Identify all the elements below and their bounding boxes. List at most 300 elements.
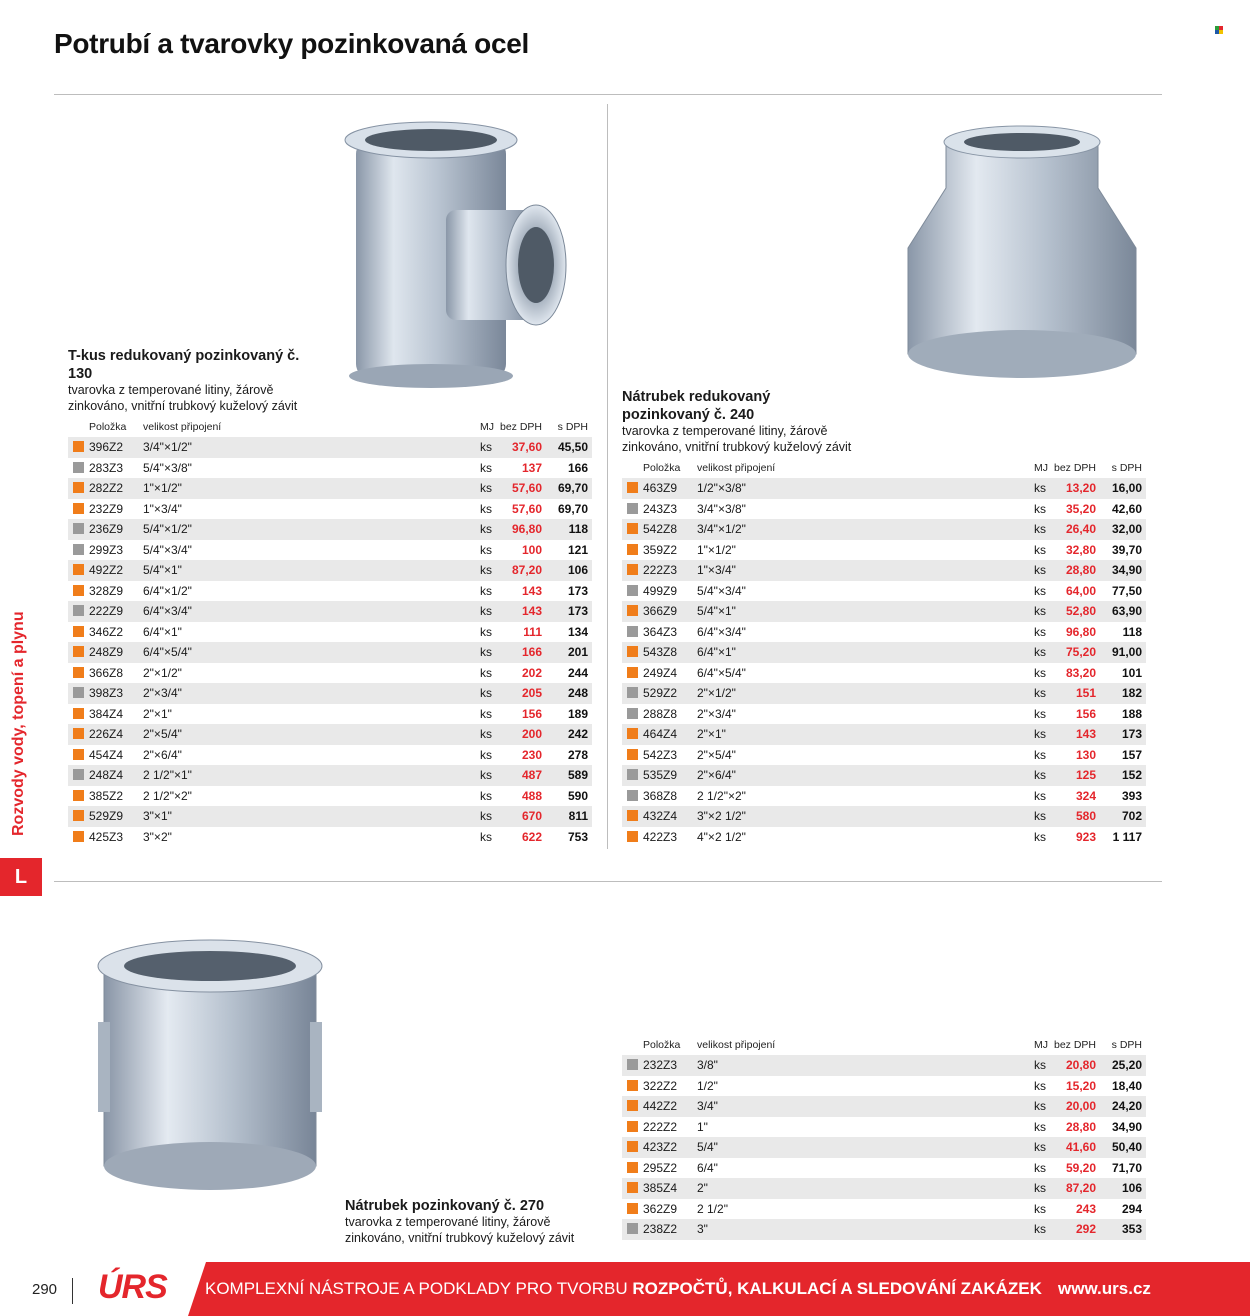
price-gross: 189 [567, 706, 588, 721]
col-item: Položka [643, 462, 681, 474]
unit: ks [480, 440, 492, 454]
connection-size: 3" [697, 1222, 708, 1236]
footer-tagline [205, 1279, 1042, 1299]
availability-marker [73, 769, 84, 780]
connection-size: 2"×6/4" [697, 768, 736, 782]
availability-marker [73, 646, 84, 657]
availability-marker [627, 1182, 638, 1193]
col-net: bez DPH [499, 421, 542, 433]
unit: ks [1034, 542, 1046, 557]
price-gross: 24,20 [1111, 1099, 1142, 1113]
table-row [622, 601, 1146, 622]
item-code: 232Z9 [89, 501, 124, 516]
unit: ks [1034, 1119, 1046, 1134]
price-net: 52,80 [1065, 604, 1096, 618]
price-gross: 248 [567, 686, 588, 700]
item-code: 359Z2 [643, 542, 678, 557]
product-table-tee [68, 417, 592, 847]
price-net: 156 [521, 706, 542, 721]
price-net: 230 [521, 747, 542, 762]
unit: ks [480, 665, 492, 680]
connection-size: 2"×1/2" [143, 665, 182, 680]
table-row [622, 478, 1146, 499]
price-gross: 811 [568, 809, 588, 823]
table-row [622, 704, 1146, 725]
availability-marker [73, 585, 84, 596]
table-rows [622, 1055, 1146, 1240]
availability-marker [627, 749, 638, 760]
availability-marker [627, 523, 638, 534]
price-net: 488 [521, 788, 542, 803]
price-gross: 118 [1122, 624, 1142, 639]
price-net: 205 [521, 686, 542, 700]
availability-marker [73, 667, 84, 678]
item-code: 295Z2 [643, 1160, 678, 1175]
unit: ks [480, 583, 492, 598]
item-code: 249Z4 [643, 665, 678, 680]
table-row [68, 519, 592, 540]
connection-size: 2"×3/4" [143, 686, 182, 700]
availability-marker [73, 605, 84, 616]
price-net: 26,40 [1065, 522, 1096, 536]
table-row [622, 683, 1146, 704]
price-gross: 69,70 [557, 481, 588, 495]
unit: ks [1034, 768, 1046, 782]
price-gross: 201 [567, 645, 588, 659]
col-size: velikost připojení [697, 462, 776, 474]
item-code: 364Z3 [643, 624, 678, 639]
connection-size: 6/4"×1" [143, 624, 182, 639]
brand-logo: ÚRS [98, 1268, 167, 1306]
connection-size: 6/4" [697, 1160, 718, 1175]
price-net: 125 [1075, 768, 1096, 782]
table-row [68, 663, 592, 684]
unit: ks [1034, 665, 1046, 680]
unit: ks [1034, 645, 1046, 659]
unit: ks [480, 829, 492, 844]
unit: ks [480, 542, 492, 557]
price-gross: 25,20 [1111, 1058, 1142, 1072]
unit: ks [480, 645, 492, 659]
price-net: 83,20 [1065, 665, 1096, 680]
unit: ks [1034, 1078, 1046, 1093]
availability-marker [627, 544, 638, 555]
unit: ks [480, 686, 492, 700]
unit: ks [480, 460, 492, 475]
unit: ks [1034, 788, 1046, 803]
connection-size: 2"×3/4" [697, 706, 736, 721]
unit: ks [480, 563, 492, 577]
item-code: 425Z3 [89, 829, 124, 844]
unit: ks [1034, 1222, 1046, 1236]
item-code: 385Z2 [89, 788, 124, 803]
availability-marker [627, 1223, 638, 1234]
table-row [622, 560, 1146, 581]
price-net: 622 [521, 829, 542, 844]
connection-size: 1"×3/4" [697, 563, 736, 577]
unit: ks [1034, 481, 1046, 495]
price-net: 143 [521, 604, 542, 618]
connection-size: 6/4"×5/4" [697, 665, 746, 680]
connection-size: 1"×3/4" [143, 501, 182, 516]
price-net: 151 [1075, 686, 1096, 700]
item-code: 222Z9 [89, 604, 124, 618]
item-code: 422Z3 [643, 829, 678, 844]
availability-marker [73, 831, 84, 842]
price-gross: 34,90 [1111, 1119, 1142, 1134]
table-row [622, 663, 1146, 684]
section-reducing-socket-description: tvarovka z temperované litiny, žárově zinkováno, vnitřní trubkový kuželový závit [622, 424, 852, 454]
product-table-reducing-socket [622, 458, 1146, 847]
price-gross: 45,50 [557, 440, 588, 454]
availability-marker [627, 810, 638, 821]
table-rows [68, 437, 592, 847]
item-code: 283Z3 [89, 460, 124, 475]
table-header [622, 1035, 1146, 1055]
unit: ks [480, 522, 492, 536]
table-row [622, 581, 1146, 602]
table-row [68, 540, 592, 561]
connection-size: 5/4"×3/4" [697, 583, 746, 598]
connection-size: 2"×1" [143, 706, 172, 721]
availability-marker [73, 523, 84, 534]
price-gross: 134 [567, 624, 588, 639]
item-code: 499Z9 [643, 583, 678, 598]
unit: ks [1034, 522, 1046, 536]
item-code: 384Z4 [89, 706, 124, 721]
table-row [68, 478, 592, 499]
table-row [68, 642, 592, 663]
price-net: 137 [521, 460, 542, 475]
table-row [622, 1178, 1146, 1199]
connection-size: 2 1/2"×2" [143, 788, 192, 803]
connection-size: 1/2" [697, 1078, 718, 1093]
availability-marker [627, 790, 638, 801]
item-code: 454Z4 [89, 747, 124, 762]
price-net: 143 [521, 583, 542, 598]
price-net: 487 [521, 768, 542, 782]
price-gross: 34,90 [1111, 563, 1142, 577]
unit: ks [1034, 1181, 1046, 1195]
price-gross: 1 117 [1112, 829, 1142, 844]
section-reducing-socket-title: Nátrubek redukovaný pozinkovaný č. 240 [622, 389, 771, 423]
table-row [68, 622, 592, 643]
item-code: 328Z9 [89, 583, 124, 598]
col-unit: MJ [1034, 1039, 1048, 1051]
price-gross: 32,00 [1111, 522, 1142, 536]
item-code: 362Z9 [643, 1201, 678, 1216]
unit: ks [480, 768, 492, 782]
section-socket-title: Nátrubek pozinkovaný č. 270 [345, 1198, 545, 1214]
item-code: 366Z8 [89, 665, 124, 680]
item-code: 396Z2 [89, 440, 124, 454]
item-code: 529Z9 [89, 809, 124, 823]
price-gross: 589 [567, 768, 588, 782]
price-net: 57,60 [511, 481, 542, 495]
price-net: 143 [1075, 727, 1096, 741]
socket-image [94, 932, 326, 1194]
item-code: 492Z2 [89, 563, 124, 577]
connection-size: 3"×2 1/2" [697, 809, 746, 823]
footer-tagline-normal: KOMPLEXNÍ NÁSTROJE A PODKLADY PRO TVORBU [205, 1279, 633, 1298]
connection-size: 2 1/2"×1" [143, 768, 192, 782]
col-unit: MJ [1034, 462, 1048, 474]
item-code: 529Z2 [643, 686, 678, 700]
price-net: 13,20 [1065, 481, 1096, 495]
connection-size: 3/4" [697, 1099, 718, 1113]
connection-size: 1" [697, 1119, 708, 1134]
price-gross: 77,50 [1111, 583, 1142, 598]
col-size: velikost připojení [697, 1039, 776, 1051]
price-gross: 71,70 [1111, 1160, 1142, 1175]
unit: ks [1034, 829, 1046, 844]
table-row [622, 724, 1146, 745]
availability-marker [627, 728, 638, 739]
availability-marker [627, 1080, 638, 1091]
table-row [68, 581, 592, 602]
price-net: 59,20 [1065, 1160, 1096, 1175]
item-code: 368Z8 [643, 788, 678, 803]
availability-marker [627, 605, 638, 616]
table-header [68, 417, 592, 437]
availability-marker [73, 728, 84, 739]
item-code: 243Z3 [643, 501, 678, 516]
item-code: 543Z8 [643, 645, 678, 659]
price-net: 41,60 [1065, 1140, 1096, 1154]
price-net: 20,00 [1065, 1099, 1096, 1113]
section-tee-header [68, 347, 308, 414]
unit: ks [480, 624, 492, 639]
item-code: 232Z3 [643, 1058, 678, 1072]
table-rows [622, 478, 1146, 847]
unit: ks [480, 747, 492, 762]
price-gross: 69,70 [557, 501, 588, 516]
price-net: 111 [523, 624, 542, 639]
table-row [622, 1137, 1146, 1158]
price-net: 580 [1075, 809, 1096, 823]
col-net: bez DPH [1053, 1039, 1096, 1051]
side-category-label: Rozvody vody, topení a plynu [10, 611, 27, 836]
col-gross: s DPH [1111, 462, 1142, 474]
table-row [622, 540, 1146, 561]
connection-size: 5/4"×3/4" [143, 542, 192, 557]
connection-size: 5/4"×3/8" [143, 460, 192, 475]
price-gross: 39,70 [1111, 542, 1142, 557]
unit: ks [480, 604, 492, 618]
availability-marker [73, 626, 84, 637]
footer-url[interactable]: www.urs.cz [1058, 1279, 1151, 1298]
price-net: 324 [1075, 788, 1096, 803]
price-gross: 157 [1121, 747, 1142, 762]
item-code: 248Z4 [89, 768, 124, 782]
connection-size: 1"×1/2" [143, 481, 182, 495]
item-code: 385Z4 [643, 1181, 678, 1195]
connection-size: 1/2"×3/8" [697, 481, 746, 495]
price-gross: 590 [567, 788, 588, 803]
availability-marker [73, 482, 84, 493]
item-code: 398Z3 [89, 686, 124, 700]
connection-size: 6/4"×5/4" [143, 645, 192, 659]
item-code: 236Z9 [89, 522, 124, 536]
item-code: 226Z4 [89, 727, 124, 741]
table-row [68, 786, 592, 807]
availability-marker [627, 1059, 638, 1070]
connection-size: 5/4"×1" [143, 563, 182, 577]
section-tee-title: T-kus redukovaný pozinkovaný č. 130 [68, 348, 300, 382]
unit: ks [1034, 727, 1046, 741]
unit: ks [480, 727, 492, 741]
price-gross: 353 [1121, 1222, 1142, 1236]
col-gross: s DPH [1111, 1039, 1142, 1051]
price-net: 64,00 [1065, 583, 1096, 598]
availability-marker [73, 564, 84, 575]
table-row [622, 1199, 1146, 1220]
unit: ks [1034, 604, 1046, 618]
table-row [68, 683, 592, 704]
table-row [622, 1055, 1146, 1076]
connection-size: 5/4" [697, 1140, 718, 1154]
connection-size: 2"×5/4" [143, 727, 182, 741]
unit: ks [1034, 1099, 1046, 1113]
unit: ks [480, 706, 492, 721]
unit: ks [480, 788, 492, 803]
price-gross: 121 [567, 542, 588, 557]
page-number: 290 [32, 1281, 58, 1298]
table-row [622, 1096, 1146, 1117]
connection-size: 4"×2 1/2" [697, 829, 746, 844]
item-code: 299Z3 [89, 542, 124, 557]
unit: ks [1034, 583, 1046, 598]
price-net: 292 [1075, 1222, 1096, 1236]
item-code: 542Z8 [643, 522, 678, 536]
col-net: bez DPH [1053, 462, 1096, 474]
table-row [622, 642, 1146, 663]
price-net: 96,80 [511, 522, 542, 536]
unit: ks [1034, 686, 1046, 700]
price-gross: 244 [567, 665, 588, 680]
price-gross: 182 [1121, 686, 1142, 700]
page-title: Potrubí a tvarovky pozinkovaná ocel [54, 28, 529, 59]
connection-size: 2"×1/2" [697, 686, 736, 700]
unit: ks [1034, 1140, 1046, 1154]
table-row [622, 745, 1146, 766]
price-gross: 173 [1121, 727, 1142, 741]
price-net: 130 [1075, 747, 1096, 762]
price-gross: 16,00 [1111, 481, 1142, 495]
price-gross: 42,60 [1111, 501, 1142, 516]
connection-size: 6/4"×3/4" [697, 624, 746, 639]
availability-marker [73, 708, 84, 719]
price-gross: 294 [1121, 1201, 1142, 1216]
availability-marker [73, 544, 84, 555]
price-net: 87,20 [1065, 1181, 1096, 1195]
price-net: 243 [1075, 1201, 1096, 1216]
availability-marker [627, 1162, 638, 1173]
connection-size: 6/4"×1" [697, 645, 736, 659]
price-gross: 188 [1121, 706, 1142, 721]
product-table-socket [622, 1035, 1146, 1240]
price-gross: 106 [1121, 1181, 1142, 1195]
unit: ks [1034, 563, 1046, 577]
price-net: 100 [521, 542, 542, 557]
table-row [622, 786, 1146, 807]
item-code: 442Z2 [643, 1099, 678, 1113]
availability-marker [627, 667, 638, 678]
tee-fitting-image [336, 118, 572, 390]
price-net: 28,80 [1065, 1119, 1096, 1134]
connection-size: 2"×6/4" [143, 747, 182, 762]
item-code: 432Z4 [643, 809, 678, 823]
price-gross: 173 [567, 604, 588, 618]
availability-marker [627, 1100, 638, 1111]
table-row [622, 1076, 1146, 1097]
item-code: 282Z2 [89, 481, 124, 495]
side-section-tab: L [0, 858, 42, 896]
availability-marker [627, 503, 638, 514]
availability-marker [627, 585, 638, 596]
price-gross: 91,00 [1111, 645, 1142, 659]
price-net: 200 [521, 727, 542, 741]
connection-size: 3"×1" [143, 809, 172, 823]
col-size: velikost připojení [143, 421, 222, 433]
unit: ks [1034, 624, 1046, 639]
table-row [68, 560, 592, 581]
availability-marker [73, 687, 84, 698]
table-row [622, 827, 1146, 848]
availability-marker [73, 503, 84, 514]
availability-marker [627, 1141, 638, 1152]
availability-marker [73, 790, 84, 801]
item-code: 464Z4 [643, 727, 678, 741]
page-number-divider [72, 1278, 73, 1304]
connection-size: 3/4"×3/8" [697, 501, 746, 516]
availability-marker [627, 1121, 638, 1132]
table-header [622, 458, 1146, 478]
table-row [622, 1158, 1146, 1179]
unit: ks [1034, 501, 1046, 516]
price-gross: 173 [567, 583, 588, 598]
table-row [622, 1219, 1146, 1240]
table-row [68, 499, 592, 520]
unit: ks [1034, 809, 1046, 823]
connection-size: 3"×2" [143, 829, 172, 844]
price-net: 20,80 [1065, 1058, 1096, 1072]
price-gross: 393 [1121, 788, 1142, 803]
availability-marker [627, 708, 638, 719]
availability-marker [627, 646, 638, 657]
item-code: 238Z2 [643, 1222, 678, 1236]
item-code: 222Z3 [643, 563, 678, 577]
item-code: 322Z2 [643, 1078, 678, 1093]
connection-size: 2 1/2" [697, 1201, 728, 1216]
availability-marker [627, 1203, 638, 1214]
price-net: 75,20 [1065, 645, 1096, 659]
availability-marker [627, 626, 638, 637]
footer-tagline-bold: ROZPOČTŮ, KALKULACÍ A SLEDOVÁNÍ ZAKÁZEK [632, 1279, 1042, 1298]
price-net: 87,20 [511, 563, 542, 577]
price-gross: 63,90 [1111, 604, 1142, 618]
availability-marker [73, 441, 84, 452]
table-row [622, 622, 1146, 643]
price-net: 32,80 [1065, 542, 1096, 557]
section-reducing-socket-header [622, 388, 862, 455]
item-code: 366Z9 [643, 604, 678, 618]
unit: ks [480, 501, 492, 516]
connection-size: 2"×5/4" [697, 747, 736, 762]
unit: ks [1034, 1160, 1046, 1175]
availability-marker [73, 810, 84, 821]
availability-marker [627, 769, 638, 780]
